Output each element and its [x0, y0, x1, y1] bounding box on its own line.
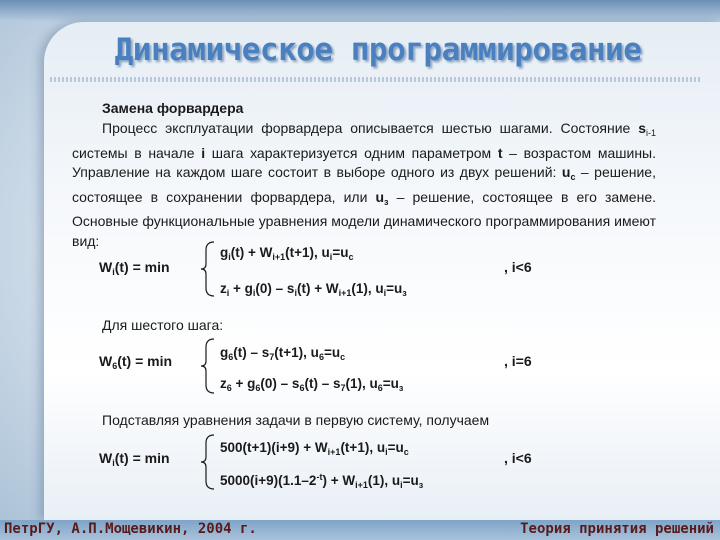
eq2-lhs: $W_6(t) = \min$ [99, 353, 173, 371]
eq2-line2: $z_6 + g_6(0) - s_6(t) - s_7(1)$, $u_6=u_з$ [220, 376, 404, 393]
eq2-condition: , i=6 [504, 353, 532, 369]
eq2-brace [200, 337, 216, 395]
title-underline [50, 77, 702, 82]
para-symbol-t: t [497, 144, 503, 161]
substitution-note: Подставляя уравнения задачи в первую систему, получаем [102, 412, 490, 428]
para-symbol-s: s [638, 120, 646, 136]
para-text-3: шага характеризуется одним параметром [205, 144, 498, 161]
para-symbol-uz: u [375, 188, 385, 205]
eq3-line2: $5000(i+9)(1.1-2^{-t}) + W_{i+1}(1)$, $u_i=u_з$ [220, 472, 424, 490]
eq1-line2: $z_i + g_i(0) - s_i(t) + W_{i+1}(1)$, $u_i=u_з$ [220, 281, 407, 298]
eq2-line1: $g_6(t) - s_7(t+1)$, $u_6=u_c$ [220, 345, 346, 362]
para-text-2: системы в начале [72, 144, 202, 161]
eq1-line1: $g_i(t) + W_{i+1}(t+1)$, $u_i=u_c$ [220, 245, 354, 262]
description-paragraph [72, 119, 656, 251]
para-symbol-s-sub: i-1 [645, 128, 656, 138]
eq3-line1: $500(t+1)(i+9) + W_{i+1}(t+1)$, $u_i=u_c$ [220, 440, 409, 457]
para-symbol-i: i [201, 144, 206, 161]
para-text-6: – решение, состоящее в его замене. Основные функциональные уравнения модели динамического программирования имеют вид: [72, 188, 656, 249]
section-subtitle: Замена форвардера [102, 100, 244, 116]
para-text-5: – решение, состоящее в сохранении форвардера, или [72, 164, 656, 205]
slide-title: Динамическое программирование [114, 32, 642, 68]
eq3-condition: , i<6 [504, 450, 532, 466]
eq1-lhs: $W_i(t) = \min$ [99, 259, 170, 277]
para-symbol-uc-sub: c [570, 172, 576, 182]
eq1-condition: , i<6 [504, 259, 532, 275]
top-decor-band [0, 0, 720, 22]
eq1-brace [200, 240, 216, 298]
footer-author: ПетрГУ, А.П.Мощевикин, 2004 г. [4, 521, 257, 537]
sixth-step-note: Для шестого шага: [102, 317, 224, 333]
para-symbol-uz-sub: з [384, 196, 389, 207]
eq3-brace [200, 433, 216, 491]
footer-course: Теория принятия решений [520, 521, 714, 537]
para-symbol-uc: u [561, 164, 571, 180]
para-text-4: – возрастом машины. Управление на каждом шаге состоит в выборе одного из двух решений: [72, 144, 656, 180]
para-text-1: Процесс эксплуатации форвардера описывается шестью шагами. Состояние [102, 120, 639, 136]
eq3-lhs: $W_i(t) = \min$ [99, 450, 170, 468]
